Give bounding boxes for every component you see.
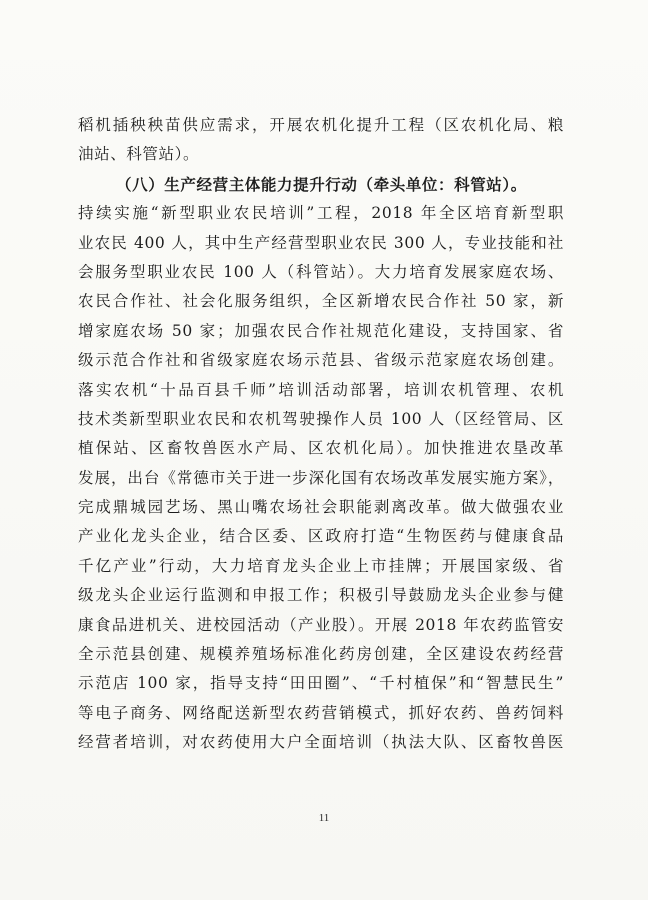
body-line: 等电子商务、网络配送新型农药营销模式，抓好农药、兽药饲料 xyxy=(78,703,564,722)
section-heading: （八）生产经营主体能力提升行动（牵头单位：科管站）。 xyxy=(116,174,527,194)
body-line: 千亿产业”行动，大力培育龙头企业上市挂牌；开展国家级、省 xyxy=(78,556,564,575)
body-line: 油站、科管站）。 xyxy=(78,145,200,164)
body-line: 级示范合作社和省级家庭农场示范县、省级示范家庭农场创建。 xyxy=(78,351,564,370)
body-line: 康食品进机关、进校园活动（产业股）。开展 2018 年农药监管安 xyxy=(78,615,564,634)
body-line: 业农民 400 人，其中生产经营型职业农民 300 人，专业技能和社 xyxy=(78,233,564,252)
body-line: 落实农机“十品百县千师”培训活动部署，培训农机管理、农机 xyxy=(78,380,564,399)
body-line: 增家庭农场 50 家；加强农民合作社规范化建设，支持国家、省 xyxy=(78,321,564,340)
body-line: 示范店 100 家，指导支持“田田圈”、“千村植保”和“智慧民生” xyxy=(78,674,564,693)
body-line: 全示范县创建、规模养殖场标准化药房创建，全区建设农药经营 xyxy=(78,645,564,664)
body-line: 级龙头企业运行监测和申报工作；积极引导鼓励龙头企业参与健 xyxy=(78,586,564,605)
body-line: 农民合作社、社会化服务组织，全区新增农民合作社 50 家，新 xyxy=(78,292,564,311)
body-line: 产业化龙头企业，结合区委、区政府打造“生物医药与健康食品 xyxy=(78,527,564,546)
body-line: 持续实施“新型职业农民培训”工程，2018 年全区培育新型职 xyxy=(78,204,564,223)
body-line: 稻机插秧秧苗供应需求，开展农机化提升工程（区农机化局、粮 xyxy=(78,116,564,134)
body-line: 完成鼎城园艺场、黑山嘴农场社会职能剥离改革。做大做强农业 xyxy=(78,498,564,517)
body-line: 经营者培训，对农药使用大户全面培训（执法大队、区畜牧兽医 xyxy=(78,733,564,752)
body-line: 会服务型职业农民 100 人（科管站）。大力培育发展家庭农场、 xyxy=(78,262,564,281)
body-text xyxy=(78,111,564,758)
body-line: 植保站、区畜牧兽医水产局、区农机化局）。加快推进农垦改革 xyxy=(78,439,564,458)
page-number: 11 xyxy=(318,812,330,824)
body-line: 技术类新型职业农民和农机驾驶操作人员 100 人（区经管局、区 xyxy=(78,409,564,428)
body-line: 发展，出台《常德市关于进一步深化国有农场改革发展实施方案》， xyxy=(78,468,564,487)
